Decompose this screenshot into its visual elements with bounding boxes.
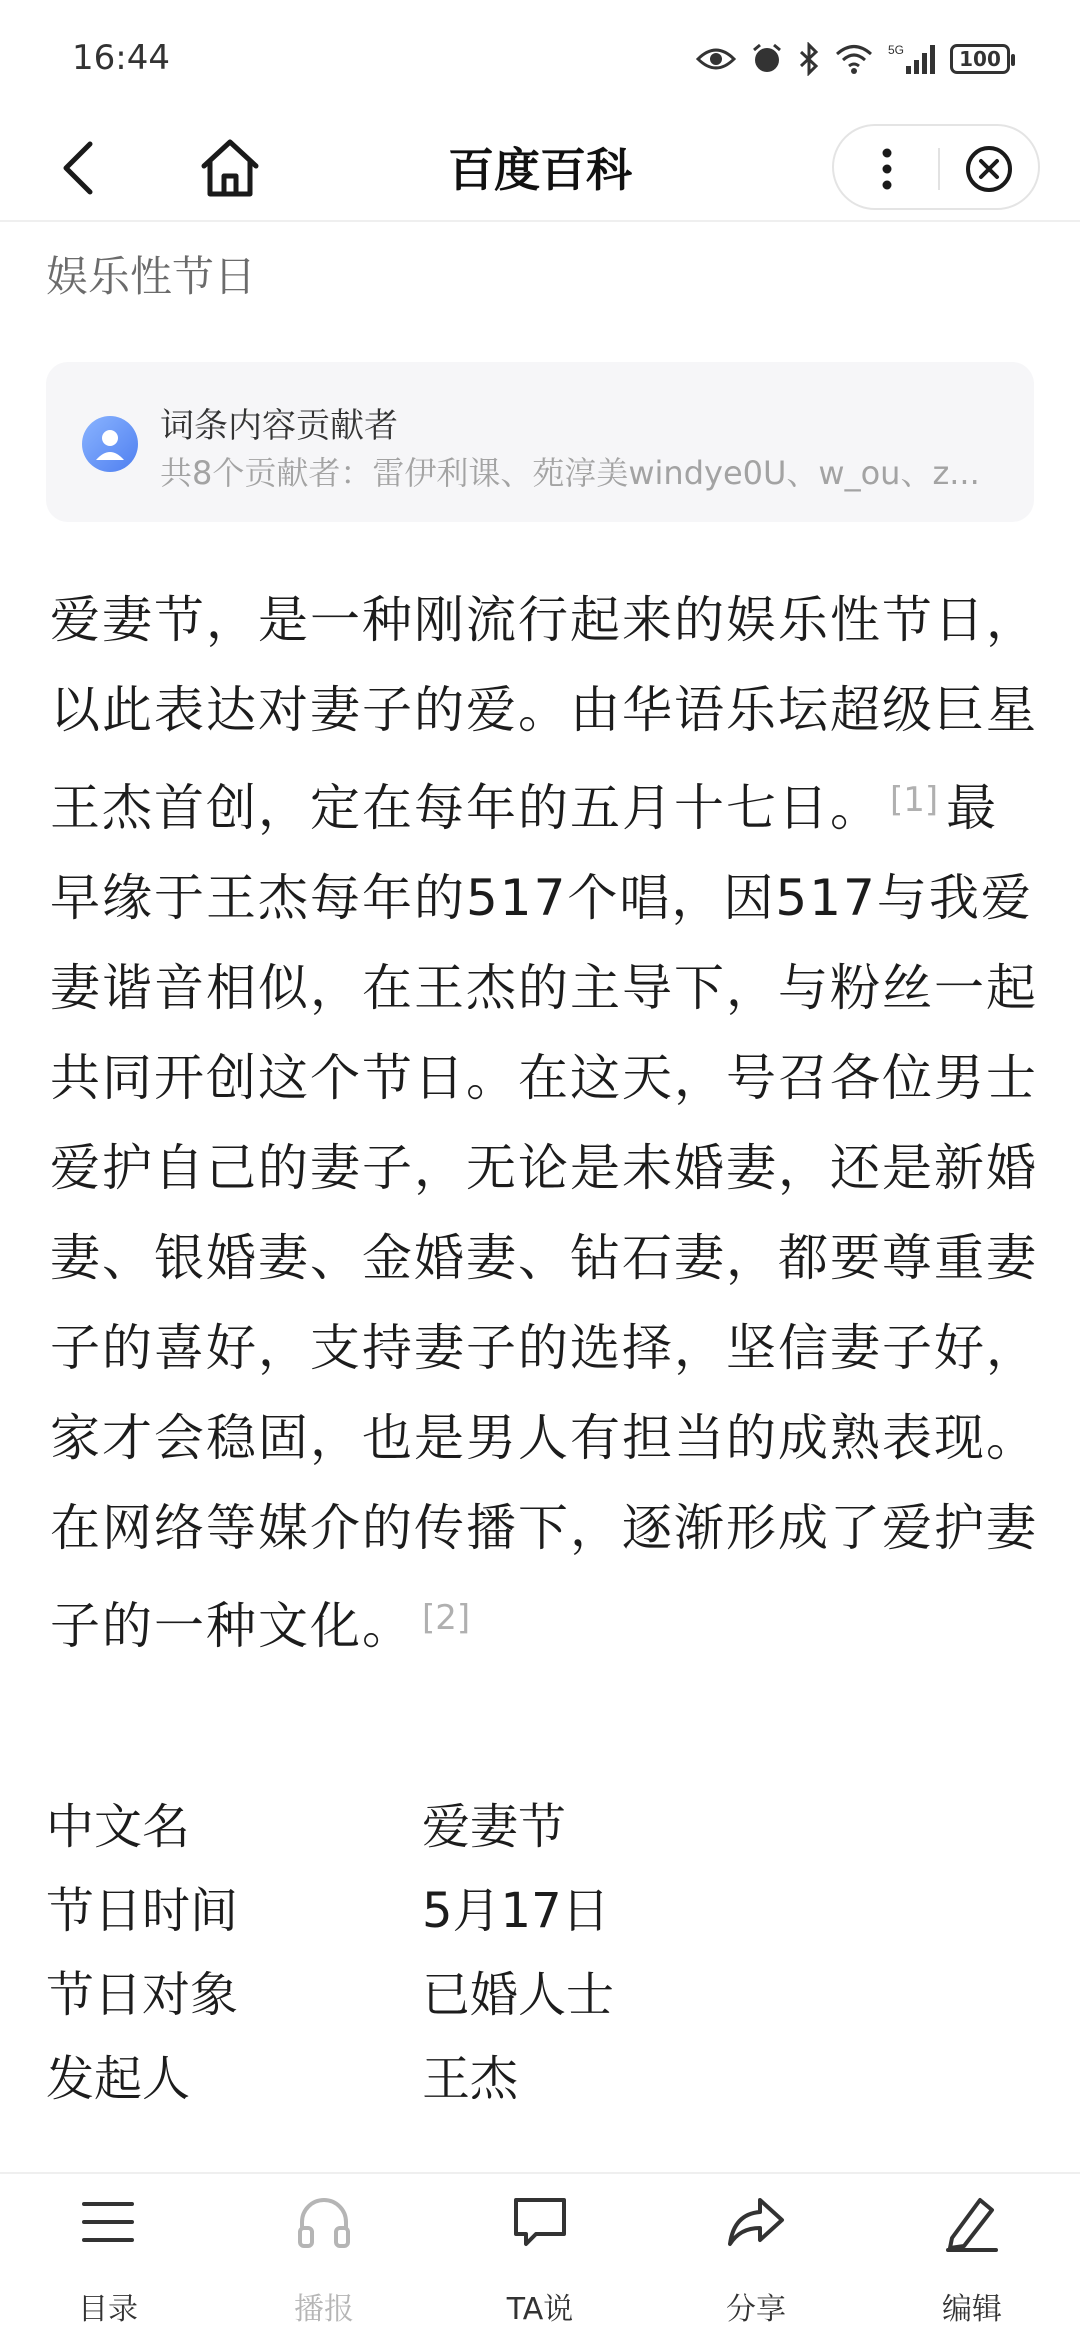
close-icon[interactable] [964,144,1014,194]
edit-button[interactable] [864,2174,1080,2342]
reference-link[interactable]: [2] [422,1598,471,1638]
info-key: 中文名 [46,1798,191,1855]
toolbar-label: 编辑 [942,2292,1002,2327]
battery-indicator: 100 [950,44,1010,74]
share-button[interactable] [648,2174,864,2342]
contributors-card[interactable] [46,362,1034,522]
menu-list-icon [76,2190,140,2254]
nav-divider [0,220,1080,222]
entry-subtitle: 娱乐性节日 [46,252,257,301]
info-value: 已婚人士 [422,1966,615,2023]
user-icon [82,416,138,472]
info-value: 5月17日 [422,1882,610,1939]
toolbar-label: 播报 [294,2292,354,2327]
wifi-icon [834,43,874,75]
toolbar-label: TA说 [506,2292,574,2327]
svg-text:5G: 5G [888,43,905,57]
audio-broadcast-button[interactable] [216,2174,432,2342]
toolbar-label: 分享 [726,2292,786,2327]
info-row [46,1948,1036,2032]
more-options-icon[interactable] [862,144,912,194]
toc-button[interactable] [0,2174,216,2342]
eye-icon [696,44,736,74]
contributors-list: 共8个贡献者：雷伊利课、苑淳美windye0U、w_ou、z... [160,454,980,492]
mini-program-capsule [832,124,1040,210]
toolbar-label: 目录 [78,2292,138,2327]
page-title: 百度百科 [448,143,632,197]
capsule-divider [938,148,940,190]
info-row [46,1780,1036,1864]
status-icons [696,42,1010,76]
headphones-icon [292,2190,356,2254]
article-text: 爱妻节，是一种刚流行起来的娱乐性节日，以此表达对妻子的爱。由华语乐坛超级巨星王杰首创，定在每年的五月十七日。 [50,591,1038,837]
infobox [46,1780,1036,2116]
article-summary [50,575,1040,1671]
reference-link[interactable]: [1] [890,780,939,820]
signal-icon [888,42,936,76]
status-bar [0,0,1080,120]
contributors-title: 词条内容贡献者 [160,406,398,446]
article-text: 最早缘于王杰每年的517个唱，因517与我爱妻谐音相似，在王杰的主导下，与粉丝一起共同开创这个节日。在这天，号召各位男士爱护自己的妻子，无论是未婚妻，还是新婚妻、银婚妻、金婚妻、钻石妻，都要尊重妻子的喜好，支持妻子的选择，坚信妻子好，家才会稳固，也是男人有担当的成熟表现。在网络等媒介的传播下，逐渐形成了爱护妻子的一种文化。 [50,779,1038,1655]
chat-bubble-icon [508,2190,572,2254]
info-key: 节日时间 [46,1882,239,1939]
avatar [82,416,138,472]
bottom-toolbar [0,2172,1080,2340]
info-row [46,1864,1036,1948]
status-time: 16:44 [72,38,170,78]
nav-bar [0,120,1080,220]
comment-button[interactable] [432,2174,648,2342]
info-key: 节日对象 [46,1966,239,2023]
alarm-icon [750,42,784,76]
info-row [46,2032,1036,2116]
info-value: 爱妻节 [422,1798,567,1855]
pencil-icon [940,2190,1004,2254]
bluetooth-icon [798,42,820,76]
info-value: 王杰 [422,2050,519,2107]
share-arrow-icon [724,2190,788,2254]
info-key: 发起人 [46,2050,191,2107]
